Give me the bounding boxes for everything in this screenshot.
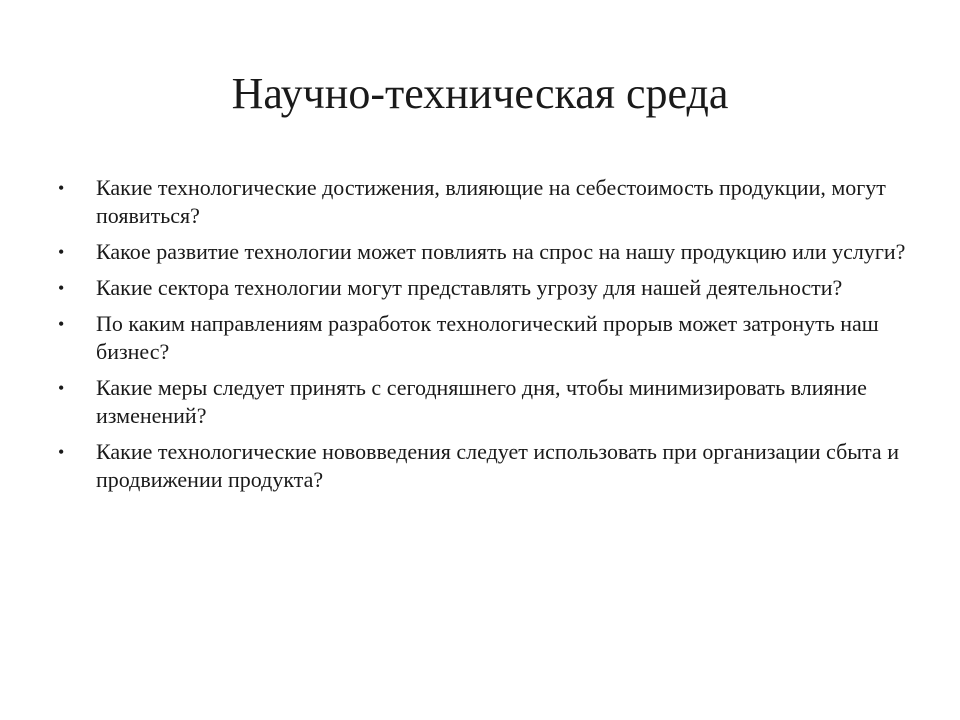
list-item [56, 174, 916, 230]
bullet-icon: • [58, 278, 65, 298]
list-item-text: Какие сектора технологии могут представлять угрозу для нашей деятельности? [96, 275, 843, 300]
bullet-icon: • [58, 178, 65, 198]
bullet-icon: • [58, 314, 65, 334]
list-item-text: Какие технологические нововведения следует использовать при организации сбыта и продвижении продукта? [96, 439, 899, 492]
list-item-text: Какие технологические достижения, влияющие на себестоимость продукции, могут появиться? [96, 175, 886, 228]
bullet-icon: • [58, 378, 65, 398]
list-item [56, 310, 916, 366]
list-item [56, 238, 916, 266]
list-item-text: Какие меры следует принять с сегодняшнего дня, чтобы минимизировать влияние изменений? [96, 375, 867, 428]
bullet-icon: • [58, 442, 65, 462]
list-item-text: Какое развитие технологии может повлиять на спрос на нашу продукцию или услуги? [96, 239, 906, 264]
list-item [56, 274, 916, 302]
bullet-icon: • [58, 242, 65, 262]
slide-title: Научно-техническая среда [231, 69, 729, 118]
list-item-text: По каким направлениям разработок технологический прорыв может затронуть наш бизнес? [96, 311, 879, 364]
list-item [56, 374, 916, 430]
bullet-list [56, 174, 916, 502]
list-item [56, 438, 916, 494]
